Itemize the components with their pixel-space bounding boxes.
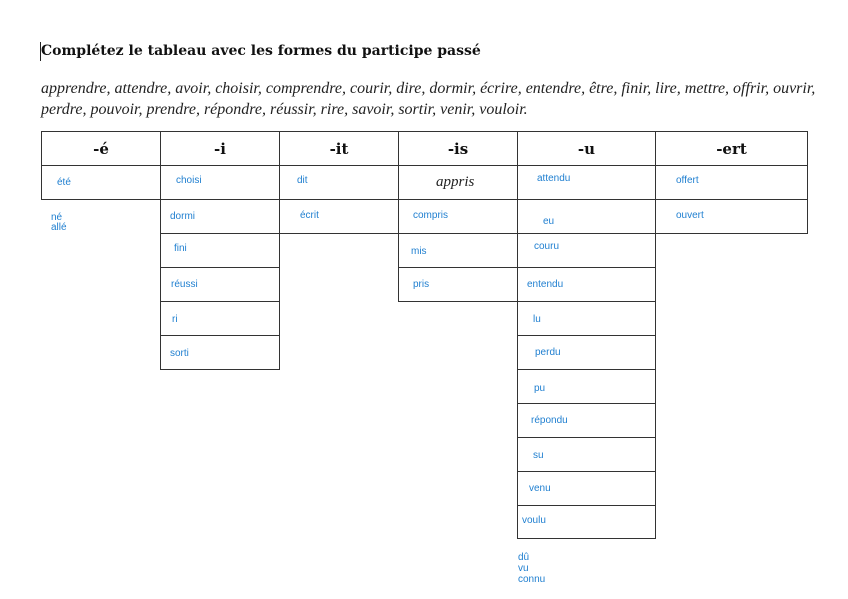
answer-fini: fini	[174, 243, 187, 254]
answer-venu: venu	[529, 483, 551, 494]
answer-repondu: répondu	[531, 415, 568, 426]
answer-voulu: voulu	[522, 515, 546, 526]
answer-appris: appris	[436, 174, 475, 190]
answer-connu: connu	[518, 574, 546, 585]
answer-ri: ri	[172, 314, 178, 325]
answer-couru: couru	[534, 241, 560, 252]
answer-lu: lu	[533, 314, 541, 325]
answer-choisi: choisi	[176, 175, 202, 186]
answer-ne: né	[51, 212, 63, 223]
answer-ecrit: écrit	[300, 210, 319, 221]
header-it: -it	[279, 131, 399, 166]
answer-vu: vu	[518, 563, 529, 574]
answer-attendu: attendu	[537, 173, 571, 184]
answer-offert: offert	[676, 175, 699, 186]
header-ert: -ert	[655, 131, 808, 166]
answer-sorti: sorti	[170, 348, 189, 359]
header-e: -é	[41, 131, 161, 166]
answer-ete: été	[57, 177, 71, 188]
answer-du: dû	[518, 552, 530, 563]
answer-su: su	[533, 450, 544, 461]
verb-list: apprendre, attendre, avoir, choisir, comprendre, courir, dire, dormir, écrire, entendre, être, finir, lire, mettre, offrir, ouvrir, perdre, pouvoir, prendre, répondre, réussir, rire, savoir, sortir, venir, vouloir.	[41, 80, 816, 118]
answer-dormi: dormi	[170, 211, 196, 222]
answer-pu: pu	[534, 383, 546, 394]
answer-dit: dit	[297, 175, 308, 186]
header-i: -i	[160, 131, 280, 166]
answer-mis: mis	[411, 246, 427, 257]
answer-entendu: entendu	[527, 279, 564, 290]
answer-reussi: réussi	[171, 279, 198, 290]
answer-alle: allé	[51, 222, 67, 233]
exercise-title: Complétez le tableau avec les formes du participe passé	[41, 43, 481, 59]
answer-eu: eu	[543, 216, 555, 227]
answer-ouvert: ouvert	[676, 210, 704, 221]
table-cell[interactable]	[517, 199, 656, 234]
answer-perdu: perdu	[535, 347, 561, 358]
answer-pris: pris	[413, 279, 430, 290]
table-cell[interactable]	[160, 301, 280, 336]
header-is: -is	[398, 131, 518, 166]
header-u: -u	[517, 131, 656, 166]
table-cell[interactable]	[279, 199, 399, 234]
answer-compris: compris	[413, 210, 449, 221]
